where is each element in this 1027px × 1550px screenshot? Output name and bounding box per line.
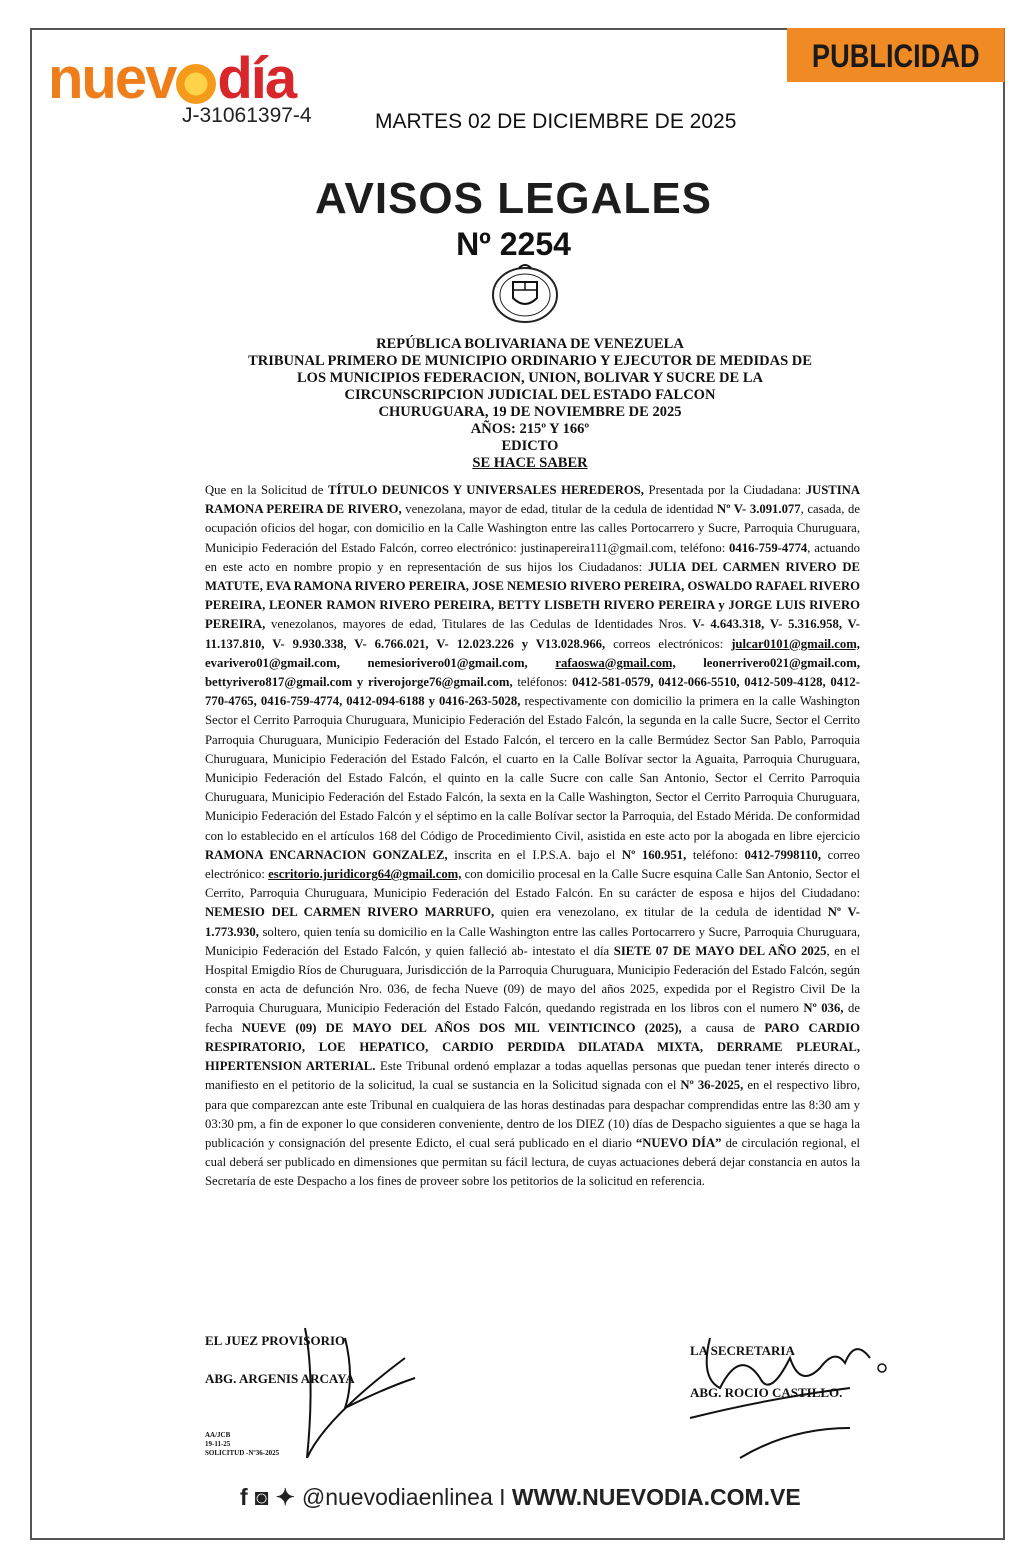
body-text: respectivamente con domicilio la primera en la calle Washington Sector el Cerrito Parroquia Churuguara, Municipio Federación del Estado Falcón, la segunda en la calle Sucre, Sector el Cerrito Parroquia Churuguara, Municipio Federación del Estado Falcón, el tercero en la calle Bermúdez Sector San Pablo, Parroquia Churuguara, Municipio Federación del Estado Falcón, el cuarto en la Calle Bolívar sector la Aguaita, Parroquia Churuguara, Municipio Federación del Estado Falcón, el quinto en la calle Sucre con calle San Antonio, Sector el Cerrito Parroquia Churuguara, Municipio Federación del Estado Falcón, la sexta en la Calle Washington, Sector el Cerrito Parroquia Churuguara, Municipio Federación del Estado Falcón y el séptimo en la calle Bolívar sector la Parroquia, del Estado Mérida. De conformidad con lo establecido en el artículos 168 del Código de Procedimiento Civil, asistida en este acto por la abogada en libre ejercicio: [205, 694, 861, 843]
body-text: correos electrónicos:: [605, 636, 732, 651]
body-text: , actuando en este acto en nombre propio y en representación de sus hijos los Ciudadanos:: [205, 540, 861, 574]
body-text: venezolana, mayor de edad, titular de la cedula de identidad: [401, 502, 718, 517]
body-text: Que en la Solicitud de: [205, 483, 328, 497]
body-bold: JULIA DEL CARMEN RIVERO DE MATUTE, EVA RAMONA RIVERO PEREIRA, JOSE NEMESIO RIVERO PEREIRA, OSWALDO RAFAEL RIVERO PEREIRA, LEONER RAMON RIVERO PEREIRA, BETTY LISBETH RIVERO PEREIRA y JORGE LUIS RIVERO PEREIRA,: [205, 559, 860, 632]
body-text: soltero, quien tenía su domicilio en la Calle Washington entre las calles Portocarrero y Sucre, Parroquia Churuguara, Municipio Federación del Estado Falcón, y quien falleció ab- intestato el día: [205, 924, 860, 958]
body-bold: 0412-7998110,: [744, 847, 822, 862]
initials-solicitud: SOLICITUD -Nº36-2025: [205, 1449, 280, 1457]
secretary-name: ABG. ROCIO CASTILLO.: [690, 1385, 843, 1400]
header-se-hace-saber: SE HACE SABER: [472, 455, 588, 471]
page-title: AVISOS LEGALES: [314, 174, 713, 223]
body-bold: 0416-759-4774: [729, 540, 808, 555]
body-text: de circulación regional, el cual deberá ser publicado en dimensiones que permitan su fácil lectura, de cuyas actuaciones deberá dejar constancia en autos la Secretaría de este Despacho a los fines de proveer sobre los petitorios de la solicitud en referencia.: [205, 1135, 861, 1189]
body-text: teléfonos:: [512, 675, 573, 690]
header-circumscription: CIRCUNSCRIPCION JUDICIAL DEL ESTADO FALCON: [344, 387, 716, 403]
body-bold: Nº V- 1.773.930,: [205, 905, 860, 939]
header-tribunal: TRIBUNAL PRIMERO DE MUNICIPIO ORDINARIO Y EJECUTOR DE MEDIDAS DE: [248, 353, 812, 369]
body-bold: SIETE 07 DE MAYO DEL AÑO 2025: [613, 943, 827, 958]
judge-name: ABG. ARGENIS ARCAYA: [205, 1371, 355, 1386]
facebook-icon[interactable]: f: [240, 1484, 248, 1510]
body-text: en el respectivo libro, para que comparezcan ante este Tribunal en cualquiera de las horas destinadas para despachar comprendidas entre las 8:30 am y 03:30 pm, a fin de exponer lo que consideren conveniente, dentro de los DIEZ (10) días de Despacho siguientes a que se haga la publicación y consignación del presente Edicto, el cual será publicado en el diario: [205, 1078, 860, 1150]
body-text: venezolanos, mayores de edad, Titulares de las Cedulas de Identidades Nros.: [265, 617, 693, 632]
body-bold: 0412-581-0579, 0412-066-5510, 0412-509-4128, 0412-770-4765, 0416-759-4774, 0412-094-6188 y 0416-263-5028,: [205, 675, 860, 709]
header-years: AÑOS: 215º Y 166º: [470, 421, 590, 437]
header-republic: REPÚBLICA BOLIVARIANA DE VENEZUELA: [376, 336, 684, 352]
body-text: , casada, de ocupación oficios del hogar, con domicilio en la Calle Washington entre las calles Portocarrero y Sucre, Parroquia Churuguara, Municipio Federación del Estado Falcón, correo electrónico: justinapereira111@gmail.com, teléfono:: [205, 502, 860, 555]
footer-social: [240, 1484, 801, 1511]
coat-of-arms-seal-icon: [489, 262, 561, 324]
body-bold: TÍTULO DEUNICOS Y UNIVERSALES HEREDEROS,: [327, 483, 644, 497]
twitter-icon[interactable]: ✦: [275, 1484, 295, 1510]
body-bold: PARO CARDIO RESPIRATORIO, LOE HEPATICO, CARDIO PERDIDA DILATADA MIXTA, DERRAME PLEURAL, HIPERTENSION ARTERIAL.: [205, 1020, 860, 1074]
email-link[interactable]: rafaoswa@gmail.com,: [555, 655, 676, 670]
website-link[interactable]: WWW.NUEVODIA.COM.VE: [511, 1484, 801, 1510]
secretary-signature-block: [690, 1343, 842, 1401]
instagram-icon[interactable]: ◙: [254, 1484, 269, 1510]
judge-role: EL JUEZ PROVISORIO: [205, 1333, 346, 1348]
email-link[interactable]: escritorio.juridicorg64@gmail.com,: [268, 867, 462, 882]
rif-number: J-31061397-4: [182, 104, 312, 127]
initials-line: AA/JCB: [205, 1431, 231, 1439]
sun-logo-icon: [176, 64, 216, 104]
body-bold: JUSTINA RAMONA PEREIRA DE RIVERO,: [205, 483, 860, 517]
body-text: quien era venezolano, ex titular de la cedula de identidad: [494, 905, 828, 920]
body-bold: V- 4.643.318, V- 5.316.958, V- 11.137.810, V- 9.930.338, V- 6.766.021, V- 12.023.226 y V13.028.966,: [205, 617, 860, 651]
footer-separator: I: [499, 1484, 506, 1510]
body-bold: Nº 36-2025,: [680, 1078, 744, 1093]
header-edicto: EDICTO: [501, 438, 559, 454]
publication-date: MARTES 02 DE DICIEMBRE DE 2025: [375, 110, 737, 133]
body-bold: evarivero01@gmail.com, nemesiorivero01@gmail.com,: [205, 655, 556, 670]
body-text: inscrita en el I.P.S.A. bajo el: [447, 847, 622, 862]
body-bold: leonerrivero021@gmail.com, bettyrivero817@gmail.com y riverojorge76@gmail.com,: [205, 655, 860, 690]
body-text: Este Tribunal ordenó emplazar a todas aquellas personas que puedan tener interés directo o manifiesto en el petitorio de la solicitud, la cual se sustancia en la Solicitud signada con el: [205, 1059, 860, 1093]
body-bold: “NUEVO DÍA”: [635, 1135, 722, 1150]
body-text: de fecha: [205, 1001, 860, 1035]
email-link[interactable]: julcar0101@gmail.com,: [731, 636, 860, 651]
publicidad-badge: PUBLICIDAD: [787, 28, 1005, 82]
issue-number: Nº 2254: [456, 226, 571, 262]
body-bold: NEMESIO DEL CARMEN RIVERO MARRUFO,: [205, 905, 495, 920]
body-text: teléfono:: [686, 847, 745, 862]
body-text: , en el Hospital Emigdio Ríos de Churuguara, Jurisdicción de la Parroquia Churuguara, Municipio Federación del Estado Falcón, según consta en acta de defunción Nro. 036, de fecha Nueve (09) de mayo del años 2025, expedida por el Registro Civil De la Parroquia Churuguara, Municipio Federación del Estado Falcón, quedando registrada en los libros con el numero: [205, 943, 861, 1016]
judge-signature-block: [205, 1333, 355, 1387]
header-place-date: CHURUGUARA, 19 DE NOVIEMBRE DE 2025: [378, 404, 682, 420]
body-bold: Nº V- 3.091.077: [717, 502, 801, 517]
body-text: correo electrónico:: [205, 847, 860, 882]
body-bold: NUEVE (09) DE MAYO DEL AÑOS DOS MIL VEINTICINCO (2025),: [241, 1020, 682, 1035]
header-municipalities: LOS MUNICIPIOS FEDERACION, UNION, BOLIVAR Y SUCRE DE LA: [297, 370, 763, 386]
secretary-role: LA SECRETARIA: [690, 1343, 795, 1358]
edict-body: [205, 481, 860, 1192]
body-text: con domicilio procesal en la Calle Sucre esquina Calle San Antonio, Sector el Cerrito, Parroquia Churuguara, Municipio Federación del Estado Falcón. En su carácter de esposa e hijos del Ciudadano:: [205, 867, 860, 901]
body-bold: RAMONA ENCARNACION GONZALEZ,: [205, 847, 448, 862]
newspaper-logo: nuev día: [48, 46, 296, 111]
body-text: a causa de: [681, 1020, 765, 1035]
body-text: Presentada por la Ciudadana:: [643, 483, 806, 497]
social-handle[interactable]: @nuevodiaenlinea: [301, 1484, 493, 1510]
initials-date: 19-11-25: [205, 1440, 231, 1448]
body-bold: Nº 036,: [803, 1001, 844, 1016]
edict-header: [200, 336, 860, 472]
case-initials: [205, 1431, 279, 1458]
body-bold: Nº 160.951,: [621, 847, 687, 862]
